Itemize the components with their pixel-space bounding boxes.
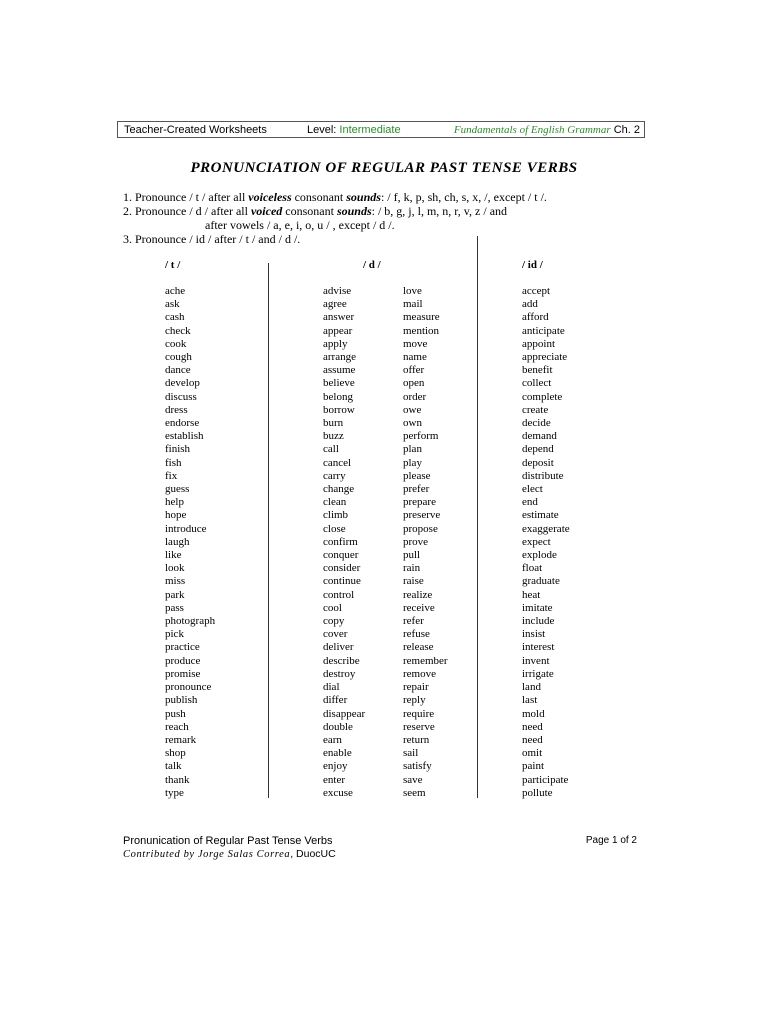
word-item: reply xyxy=(403,694,426,707)
word-item: satisfy xyxy=(403,760,432,773)
footer-title: Pronunication of Regular Past Tense Verbs xyxy=(123,835,333,847)
word-item: dial xyxy=(323,681,340,694)
word-item: repair xyxy=(403,681,429,694)
word-item: cash xyxy=(165,311,185,324)
word-item: pronounce xyxy=(165,681,212,694)
word-item: control xyxy=(323,588,355,601)
word-item: finish xyxy=(165,443,191,456)
word-item: require xyxy=(403,707,435,720)
word-item: publish xyxy=(165,694,198,707)
word-item: believe xyxy=(323,377,355,390)
rule-3: 3. Pronounce / id / after / t / and / d /. xyxy=(123,232,301,246)
word-item: climb xyxy=(323,509,349,522)
word-item: shop xyxy=(165,747,186,760)
word-item: laugh xyxy=(165,535,190,548)
word-item: open xyxy=(403,377,425,390)
word-item: own xyxy=(403,417,422,430)
column-divider-2 xyxy=(477,236,478,798)
word-item: exaggerate xyxy=(522,522,570,535)
id-column-header: / id / xyxy=(522,259,543,271)
word-item: distribute xyxy=(522,469,564,482)
word-item: prepare xyxy=(403,496,436,509)
word-item: enter xyxy=(323,773,345,786)
word-item: remove xyxy=(403,667,436,680)
word-item: move xyxy=(403,337,428,350)
word-item: please xyxy=(403,469,431,482)
word-item: paint xyxy=(522,760,544,773)
word-item: cool xyxy=(323,601,342,614)
word-item: reserve xyxy=(403,720,435,733)
word-item: afford xyxy=(522,311,549,324)
word-item: measure xyxy=(403,311,440,324)
word-item: close xyxy=(323,522,346,535)
word-item: omit xyxy=(522,747,543,760)
word-item: clean xyxy=(323,496,347,509)
rule-2-continued: after vowels / a, e, i, o, u / , except / d /. xyxy=(205,218,395,232)
word-item: arrange xyxy=(323,351,356,364)
word-item: anticipate xyxy=(522,324,565,337)
word-item: burn xyxy=(323,417,344,430)
word-item: return xyxy=(403,733,430,746)
word-item: photograph xyxy=(165,615,216,628)
word-item: demand xyxy=(522,430,557,443)
word-item: refuse xyxy=(403,628,430,641)
word-item: like xyxy=(165,549,182,562)
word-item: benefit xyxy=(522,364,553,377)
word-item: reach xyxy=(165,720,189,733)
word-item: need xyxy=(522,733,543,746)
word-item: ask xyxy=(165,298,180,311)
id-word-list xyxy=(522,285,570,800)
word-item: create xyxy=(522,403,549,416)
word-item: include xyxy=(522,615,555,628)
word-item: cancel xyxy=(323,456,352,469)
word-item: save xyxy=(403,773,423,786)
word-item: assume xyxy=(323,364,356,377)
word-item: elect xyxy=(522,483,543,496)
word-item: change xyxy=(323,483,355,496)
word-item: play xyxy=(403,456,422,469)
word-item: produce xyxy=(165,654,201,667)
word-item: cook xyxy=(165,337,187,350)
word-item: preserve xyxy=(403,509,441,522)
word-item: participate xyxy=(522,773,569,786)
d-column-header: / d / xyxy=(363,259,381,271)
word-item: cough xyxy=(165,351,192,364)
word-item: deposit xyxy=(522,456,554,469)
word-item: heat xyxy=(522,588,541,601)
word-item: differ xyxy=(323,694,348,707)
word-item: buzz xyxy=(323,430,344,443)
page-number: Page 1 of 2 xyxy=(585,835,637,846)
word-item: love xyxy=(403,285,422,297)
word-item: cover xyxy=(323,628,348,641)
word-item: appreciate xyxy=(522,351,568,364)
word-item: fix xyxy=(165,469,178,482)
word-item: copy xyxy=(323,615,345,628)
word-item: perform xyxy=(403,430,439,443)
word-item: receive xyxy=(403,601,435,614)
word-item: consider xyxy=(323,562,361,575)
word-item: seem xyxy=(403,786,426,799)
word-item: prove xyxy=(403,535,429,548)
word-item: imitate xyxy=(522,601,553,614)
word-item: help xyxy=(165,496,184,509)
word-item: graduate xyxy=(522,575,560,588)
word-item: confirm xyxy=(323,535,358,548)
word-item: float xyxy=(522,562,543,575)
rule-2: 2. Pronounce / d / after all voiced consonant sounds: / b, g, j, l, m, n, r, v, z / and xyxy=(123,204,508,218)
word-item: talk xyxy=(165,760,182,773)
level-label: Level: xyxy=(307,123,337,136)
word-item: conquer xyxy=(323,549,359,562)
word-item: double xyxy=(323,720,353,733)
word-item: remember xyxy=(403,654,448,667)
header-source: Teacher-Created Worksheets xyxy=(124,123,267,136)
header-book xyxy=(454,124,640,136)
t-word-list xyxy=(165,285,215,800)
word-item: pick xyxy=(165,628,184,641)
word-item: call xyxy=(323,443,339,456)
word-item: enjoy xyxy=(323,760,348,773)
word-item: prefer xyxy=(403,483,430,496)
word-item: dance xyxy=(165,364,191,377)
word-item: advise xyxy=(323,285,352,297)
word-item: borrow xyxy=(323,403,355,416)
word-item: irrigate xyxy=(522,667,554,680)
level-value: Intermediate xyxy=(339,123,401,136)
word-item: last xyxy=(522,694,538,707)
word-item: belong xyxy=(323,390,353,403)
word-item: continue xyxy=(323,575,361,588)
word-item: fish xyxy=(165,456,182,469)
word-item: appear xyxy=(323,324,353,337)
word-item: complete xyxy=(522,390,563,403)
word-item: rain xyxy=(403,562,421,575)
word-item: push xyxy=(165,707,186,720)
word-item: order xyxy=(403,390,427,403)
rule-1: 1. Pronounce / t / after all voiceless consonant sounds: / f, k, p, sh, ch, s, x, /, except / t /. xyxy=(123,190,547,204)
page-title: PRONUNCIATION OF REGULAR PAST TENSE VERBS xyxy=(190,160,578,176)
word-item: pollute xyxy=(522,786,553,799)
book-title: Fundamentals of English Grammar xyxy=(453,123,611,136)
word-item: promise xyxy=(165,667,201,680)
word-item: apply xyxy=(323,337,348,350)
word-item: look xyxy=(165,562,185,575)
word-item: sail xyxy=(403,747,419,760)
word-item: depend xyxy=(522,443,554,456)
word-item: invent xyxy=(522,654,550,667)
word-item: plan xyxy=(403,443,422,456)
word-item: introduce xyxy=(165,522,207,535)
word-item: pass xyxy=(165,601,184,614)
word-item: insist xyxy=(522,628,546,641)
word-item: miss xyxy=(165,575,186,588)
word-item: check xyxy=(165,324,191,337)
word-item: estimate xyxy=(522,509,559,522)
word-item: need xyxy=(522,720,543,733)
word-item: collect xyxy=(522,377,552,390)
word-item: propose xyxy=(403,522,438,535)
word-item: excuse xyxy=(323,786,353,799)
word-item: hope xyxy=(165,509,187,522)
word-item: describe xyxy=(323,654,360,667)
word-item: realize xyxy=(403,588,433,601)
word-item: guess xyxy=(165,483,190,496)
column-divider-1 xyxy=(268,263,269,798)
word-item: name xyxy=(403,351,427,364)
word-item: establish xyxy=(165,430,204,443)
word-item: owe xyxy=(403,403,422,416)
word-item: agree xyxy=(323,298,347,311)
word-item: raise xyxy=(403,575,424,588)
word-item: explode xyxy=(522,549,557,562)
word-item: earn xyxy=(323,733,342,746)
word-item: develop xyxy=(165,377,200,390)
header-level xyxy=(307,124,401,136)
t-column-header: / t / xyxy=(165,259,181,271)
word-item: discuss xyxy=(165,390,197,403)
worksheet-header xyxy=(117,121,645,138)
word-item: pull xyxy=(403,549,421,562)
d-word-list-2 xyxy=(403,285,448,800)
word-item: end xyxy=(522,496,538,509)
word-item: expect xyxy=(522,535,551,548)
word-item: appoint xyxy=(522,337,555,350)
word-item: add xyxy=(522,298,538,311)
word-item: mail xyxy=(403,298,423,311)
word-item: offer xyxy=(403,364,425,377)
word-item: practice xyxy=(165,641,200,654)
word-item: type xyxy=(165,786,184,799)
word-item: decide xyxy=(522,417,551,430)
word-item: mention xyxy=(403,324,440,337)
word-item: refer xyxy=(403,615,424,628)
footer-contributor: Contributed by Jorge Salas Correa, DuocUC xyxy=(123,848,336,860)
word-item: deliver xyxy=(323,641,354,654)
word-item: destroy xyxy=(323,667,356,680)
word-item: mold xyxy=(522,707,545,720)
chapter-label: Ch. 2 xyxy=(613,123,640,136)
word-item: endorse xyxy=(165,417,200,430)
word-item: accept xyxy=(522,285,551,297)
word-item: disappear xyxy=(323,707,366,720)
word-item: ache xyxy=(165,285,186,297)
word-item: remark xyxy=(165,733,197,746)
word-item: carry xyxy=(323,469,346,482)
word-item: release xyxy=(403,641,434,654)
word-item: answer xyxy=(323,311,355,324)
word-item: dress xyxy=(165,403,188,416)
d-word-list-1 xyxy=(323,285,365,800)
word-item: thank xyxy=(165,773,190,786)
word-item: interest xyxy=(522,641,555,654)
word-item: enable xyxy=(323,747,352,760)
word-item: park xyxy=(165,588,185,601)
word-item: land xyxy=(522,681,541,694)
